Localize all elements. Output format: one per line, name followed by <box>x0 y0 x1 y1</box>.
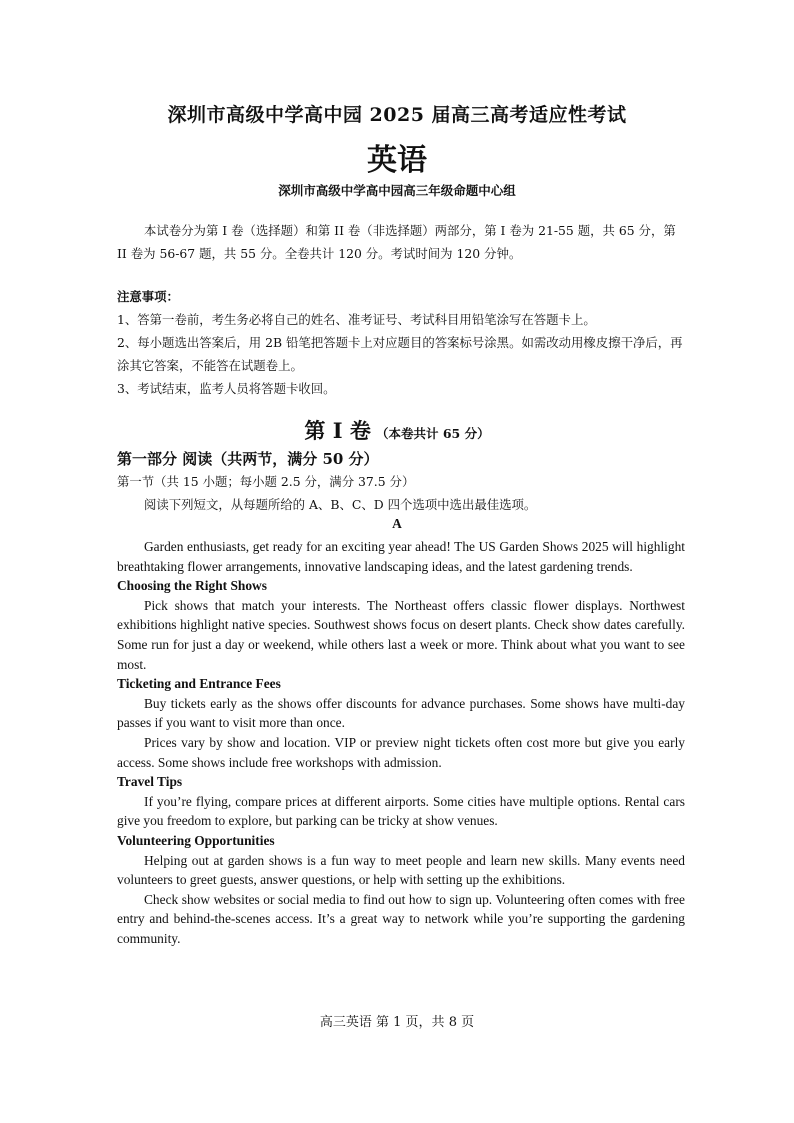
passage-paragraph: Buy tickets early as the shows offer discounts for advance purchases. Some shows have multi-day passes if you want to visit more than once. <box>117 695 685 731</box>
exam-title: 深圳市高级中学高中园 2025 届高三高考适应性考试 <box>167 104 627 126</box>
subject-title: 英语 <box>367 143 427 178</box>
section-heading: Travel Tips <box>117 774 183 790</box>
passage-a <box>117 537 685 948</box>
note-item: 1、答第一卷前，考生务必将自己的姓名、准考证号、考试科目用铅笔涂写在答题卡上。 <box>117 312 596 327</box>
passage-letter: A <box>392 516 402 531</box>
passage-paragraph: Check show websites or social media to find out how to sign up. Volunteering often comes with free entry and behind-the-scenes access. It’s a great way to network while you’re supporting the gardening community. <box>117 891 685 946</box>
section-heading: Ticketing and Entrance Fees <box>117 676 281 692</box>
page-footer: 高三英语 第 1 页，共 8 页 <box>319 1015 475 1030</box>
notes-title: 注意事项： <box>117 289 179 304</box>
volume-note: （本卷共计 65 分） <box>375 426 490 441</box>
passage-paragraph: Helping out at garden shows is a fun way to meet people and learn new skills. Many events need volunteers to greet guests, answer questions, or help with setting up the exhibitions. <box>117 852 685 888</box>
section-heading: Choosing the Right Shows <box>117 578 267 594</box>
passage-paragraph: Pick shows that match your interests. The Northeast offers classic flower displays. Northwest exhibitions highlight native species. Southwest shows focus on desert plants. Check show dates carefully. Some run for just a day or weekend, while others last a week or more. Think about what you want to see most. <box>117 597 685 672</box>
section-heading: Volunteering Opportunities <box>117 832 275 848</box>
note-item: 3、考试结束，监考人员将答题卡收回。 <box>117 381 336 396</box>
section-one <box>117 470 685 516</box>
part-one-title: 第一部分 阅读（共两节，满分 50 分） <box>117 450 379 468</box>
exam-notes <box>117 285 685 400</box>
passage-paragraph: If you’re flying, compare prices at different airports. Some cities have multiple options. Rental cars give you freedom to explore, but parking can be tricky at show venues. <box>117 793 685 829</box>
section-title: 第一节（共 15 小题；每小题 2.5 分，满分 37.5 分） <box>117 474 415 489</box>
passage-paragraph: Prices vary by show and location. VIP or preview night tickets often cost more but give you early access. Some shows include free workshops with admission. <box>117 734 685 770</box>
passage-intro: Garden enthusiasts, get ready for an exciting year ahead! The US Garden Shows 2025 will highlight breathtaking flower arrangements, innovative landscaping ideas, and the latest gardening trends. <box>117 539 685 574</box>
volume-title <box>0 415 794 445</box>
section-instruction: 阅读下列短文，从每题所给的 A、B、C、D 四个选项中选出最佳选项。 <box>144 497 537 512</box>
note-item: 2、每小题选出答案后，用 2B 铅笔把答题卡上对应题目的答案标号涂黑。如需改动用橡皮擦干净后，再涂其它答案，不能答在试题卷上。 <box>117 335 683 373</box>
volume-name: 第 I 卷 <box>304 418 371 443</box>
exam-intro <box>117 219 685 265</box>
intro-text: 本试卷分为第 I 卷（选择题）和第 II 卷（非选择题）两部分，第 I 卷为 21-55 题，共 65 分，第 II 卷为 56-67 题，共 55 分。全卷共计 120 分。考试时间为 120 分钟。 <box>117 223 676 261</box>
committee-name: 深圳市高级中学高中园高三年级命题中心组 <box>278 183 516 198</box>
